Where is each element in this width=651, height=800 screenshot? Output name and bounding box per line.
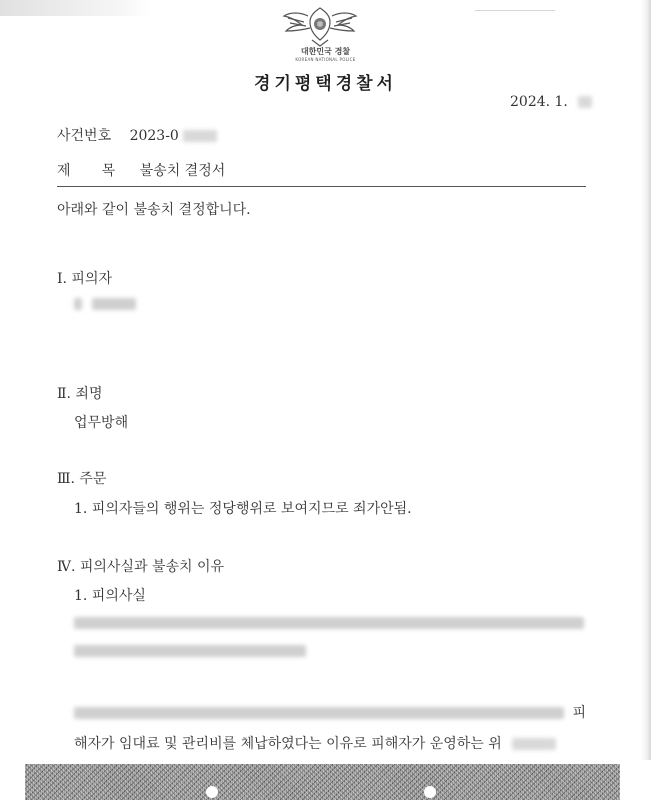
redaction-block <box>74 298 82 310</box>
facts-subheading: 1. 피의사실 <box>74 588 146 604</box>
charge-value: 업무방해 <box>74 415 129 431</box>
facts-paragraph-redacted <box>74 615 584 631</box>
punch-hole <box>424 786 436 798</box>
emblem-caption-en: KOREAN NATIONAL POLICE <box>295 57 356 62</box>
suspect-name-redacted <box>74 296 136 312</box>
facts-paragraph-line <box>74 702 586 722</box>
facts-line-fragment: 피 <box>572 705 586 721</box>
subject-label: 제 목 <box>57 163 116 179</box>
redaction-block <box>92 298 136 310</box>
facts-paragraph-redacted <box>74 643 306 659</box>
redaction-block <box>578 96 592 108</box>
case-number-row <box>57 125 217 145</box>
redaction-line <box>74 617 584 629</box>
agency-title: 경기평택경찰서 <box>254 74 397 94</box>
scan-marks <box>475 2 555 11</box>
redaction-line <box>74 707 564 719</box>
facts-paragraph-line <box>74 733 556 753</box>
date-text: 2024. 1. <box>510 94 568 110</box>
section-disposition-heading: Ⅲ. 주문 <box>57 471 107 487</box>
disposition-item: 1. 피의자들의 행위는 정당행위로 보여지므로 죄가안됨. <box>74 501 412 517</box>
scan-noise-strip <box>25 764 620 800</box>
police-emblem-icon <box>280 4 360 48</box>
redaction-block <box>512 738 556 750</box>
emblem-caption-ko: 대한민국 경찰 <box>300 47 351 56</box>
facts-line-text: 해자가 임대료 및 관리비를 체납하였다는 이유로 피해자가 운영하는 위 <box>74 736 502 752</box>
punch-hole <box>206 786 218 798</box>
subject-row <box>57 160 225 180</box>
scan-smudge <box>0 0 150 16</box>
header-divider <box>57 186 586 187</box>
case-number-label: 사건번호 <box>57 128 112 144</box>
redaction-block <box>183 130 217 142</box>
case-number-value: 2023-0 <box>129 128 179 144</box>
section-facts-heading: Ⅳ. 피의사실과 불송치 이유 <box>57 559 225 575</box>
intro-text: 아래와 같이 불송치 결정합니다. <box>57 202 251 218</box>
section-suspect-heading: Ⅰ. 피의자 <box>57 271 113 287</box>
section-charge-heading: Ⅱ. 죄명 <box>57 386 103 402</box>
document-date <box>510 94 592 110</box>
redaction-line <box>74 645 306 657</box>
page-edge-shadow <box>641 0 651 760</box>
subject-value: 불송치 결정서 <box>139 163 226 179</box>
